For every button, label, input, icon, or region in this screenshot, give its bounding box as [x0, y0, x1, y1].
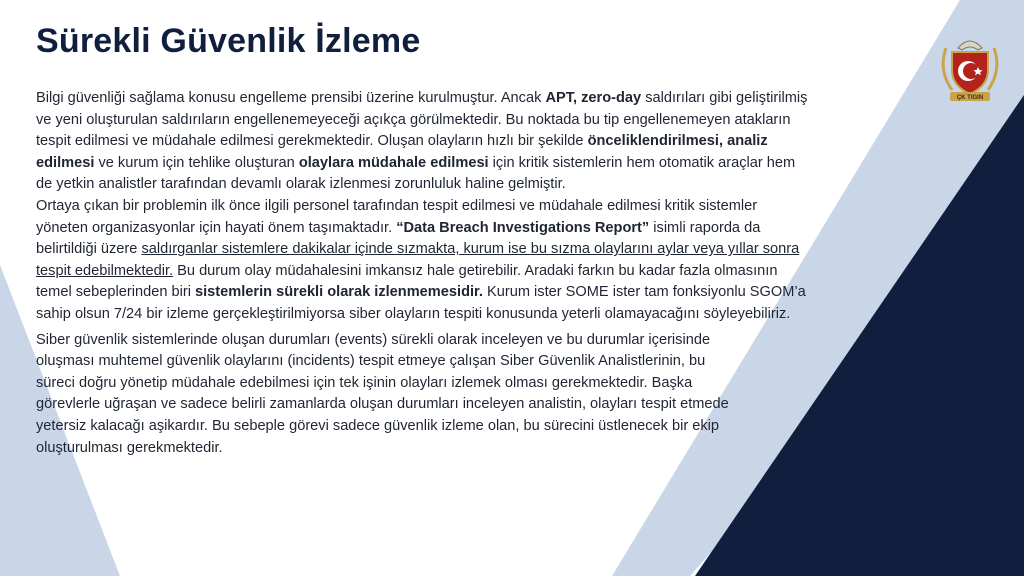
text-segment: saldırıları gibi geliştirilmiş ve yeni oluşturulan saldırıların engellenemeyeceği açıkça görülmektedir. Bu noktada bu tip engellenemeyen atakların tespit edilmesi ve müdahale edilmesi gerekmektedir. Oluşan olayların hızlı bir şekilde [36, 90, 808, 150]
underlined-breach-timing: saldırganlar sistemlere dakikalar içinde sızmakta, kurum ise bu sızma olaylarını aylar veya yıllar sonra tespit edebilmektedir. [36, 241, 800, 279]
slide-body [36, 88, 808, 459]
bold-dbir-report: “Data Breach Investigations Report” [396, 219, 650, 236]
logo-caption: ÇK TIGIN [956, 95, 984, 101]
wreath-left-icon [943, 48, 952, 90]
paragraph-detection-need [36, 88, 808, 326]
bold-apt-zero-day: APT, zero-day [545, 90, 642, 106]
paragraph-analyst-team: Siber güvenlik sistemlerinde oluşan durumları (events) sürekli olarak inceleyen ve bu durumlar içerisinde oluşması muhtemel güvenlik olaylarını (incidents) tespit etmeye çalışan Siber Güvenlik Analistlerinin, bu süreci doğru yönetip müdahale edebilmesi için tek işinin olayları izlemek olması gerekmektedir. Başka görevlerle uğraşan ve sadece belirli zamanlarda oluşan durumları inceleyen analistin, olayları tespit etmede yetersiz kalacağı aşikardır. Bu sebeple görevi sadece güvenlik izleme olan, bu sürecini üstlenecek bir ekip oluşturulması gerekmektedir. [36, 331, 729, 456]
wreath-right-icon [988, 48, 997, 90]
text-segment: Bilgi güvenliği sağlama konusu engelleme prensibi üzerine kurulmuştur. Ancak [36, 90, 546, 106]
text-segment: isimli raporda da belirtildiği üzere [36, 219, 761, 258]
text-segment: için kritik sistemlerin hem otomatik araçlar hem de yetkin analistler tarafından devamlı olarak izlenmesi zorunluluk haline gelmiştir. [36, 154, 796, 193]
logo-emblem [936, 36, 1004, 104]
text-segment: Bu durum olay müdahalesini imkansız hale getirebilir. Aradaki farkın bu kadar fazla olmasının temel sebeplerinden biri [36, 262, 778, 301]
text-segment: Kurum ister SOME ister tam fonksiyonlu SGOM’a sahip olsun 7/24 bir izleme gerçekleştirilmiyorsa siber olayların tespiti konusunda yeterli olamayacağını söyleyebiliriz. [36, 284, 806, 322]
bold-prioritization-analysis: önceliklendirilmesi, analiz edilmesi [36, 133, 768, 171]
helmet-icon [958, 41, 982, 50]
bold-continuous-monitoring: sistemlerin sürekli olarak izlenmemesidir. [195, 284, 483, 301]
bold-incident-response: olaylara müdahale edilmesi [298, 154, 489, 171]
slide-title: Sürekli Güvenlik İzleme [36, 22, 421, 60]
text-segment: ve kurum için tehlike oluşturan [94, 154, 299, 171]
text-segment: Ortaya çıkan bir problemin ilk önce ilgili personel tarafından tespit edilmesi ve müdahale edilmesi kritik sistemler yöneten organizasyonlar için hayati önem taşımaktadır. [36, 197, 758, 236]
